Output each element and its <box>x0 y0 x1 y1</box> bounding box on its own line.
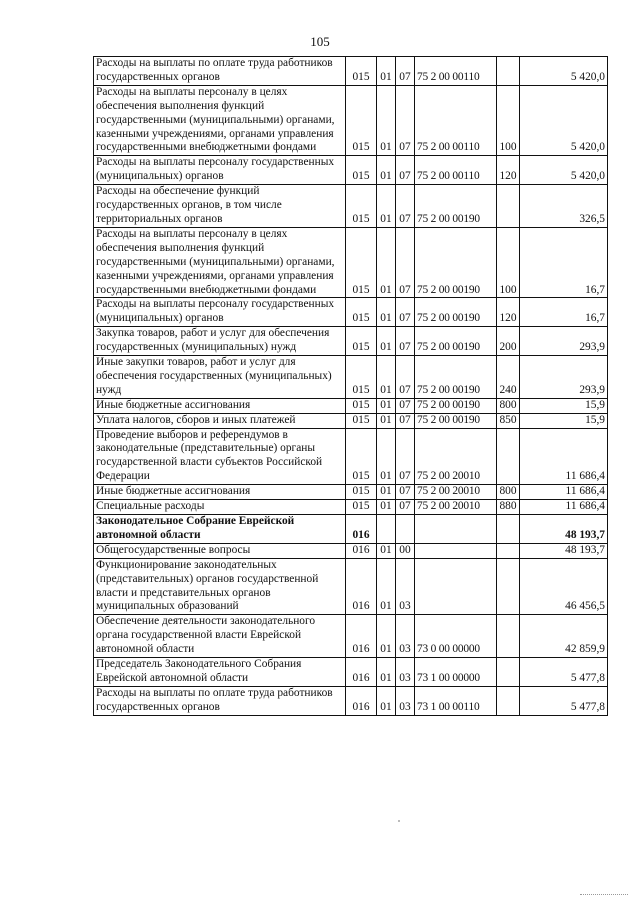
cell-name: Законодательное Собрание Еврейской автономной области <box>94 515 346 544</box>
table-row <box>94 428 608 485</box>
cell-ministry-code: 015 <box>346 85 377 156</box>
cell-name: Расходы на выплаты персоналу государственных (муниципальных) органов <box>94 156 346 185</box>
table-row <box>94 485 608 500</box>
cell-target-code: 75 2 00 00190 <box>415 185 497 228</box>
cell-target-code: 75 2 00 00190 <box>415 413 497 428</box>
table-row <box>94 500 608 515</box>
cell-expense-code: 120 <box>497 298 520 327</box>
cell-expense-code: 800 <box>497 398 520 413</box>
cell-section-code <box>377 515 396 544</box>
cell-section-code: 01 <box>377 413 396 428</box>
cell-section-code: 01 <box>377 428 396 485</box>
cell-expense-code <box>497 428 520 485</box>
cell-ministry-code: 016 <box>346 615 377 658</box>
cell-sum: 11 686,4 <box>520 428 608 485</box>
cell-sum: 11 686,4 <box>520 485 608 500</box>
page-number: 105 <box>310 34 330 49</box>
cell-sum: 5 420,0 <box>520 156 608 185</box>
cell-subsection-code: 07 <box>396 327 415 356</box>
cell-sum: 293,9 <box>520 356 608 399</box>
cell-subsection-code: 07 <box>396 185 415 228</box>
cell-section-code: 01 <box>377 500 396 515</box>
table-row <box>94 558 608 615</box>
cell-target-code <box>415 558 497 615</box>
cell-name: Иные закупки товаров, работ и услуг для обеспечения государственных (муниципальных) нужд <box>94 356 346 399</box>
cell-expense-code <box>497 615 520 658</box>
cell-expense-code: 850 <box>497 413 520 428</box>
cell-sum: 5 477,8 <box>520 686 608 715</box>
cell-sum: 5 477,8 <box>520 658 608 687</box>
cell-section-code: 01 <box>377 543 396 558</box>
cell-expense-code: 240 <box>497 356 520 399</box>
cell-section-code: 01 <box>377 658 396 687</box>
cell-expense-code: 800 <box>497 485 520 500</box>
cell-name: Председатель Законодательного Собрания Еврейской автономной области <box>94 658 346 687</box>
cell-expense-code <box>497 543 520 558</box>
cell-subsection-code: 07 <box>396 298 415 327</box>
cell-subsection-code: 07 <box>396 356 415 399</box>
cell-name: Уплата налогов, сборов и иных платежей <box>94 413 346 428</box>
cell-ministry-code: 015 <box>346 428 377 485</box>
cell-ministry-code: 016 <box>346 543 377 558</box>
table-row <box>94 615 608 658</box>
cell-subsection-code: 07 <box>396 398 415 413</box>
cell-ministry-code: 015 <box>346 398 377 413</box>
table-row <box>94 156 608 185</box>
cell-ministry-code: 015 <box>346 57 377 86</box>
cell-subsection-code: 07 <box>396 500 415 515</box>
budget-table <box>93 56 608 716</box>
scan-artifact <box>398 820 400 822</box>
cell-target-code: 75 2 00 00110 <box>415 156 497 185</box>
cell-target-code: 75 2 00 00110 <box>415 85 497 156</box>
cell-target-code: 75 2 00 20010 <box>415 428 497 485</box>
cell-name: Расходы на выплаты по оплате труда работников государственных органов <box>94 686 346 715</box>
cell-ministry-code: 016 <box>346 686 377 715</box>
cell-target-code: 75 2 00 00190 <box>415 398 497 413</box>
cell-section-code: 01 <box>377 398 396 413</box>
cell-name: Иные бюджетные ассигнования <box>94 398 346 413</box>
cell-expense-code <box>497 515 520 544</box>
table-row <box>94 185 608 228</box>
cell-expense-code: 100 <box>497 227 520 298</box>
cell-name: Расходы на выплаты по оплате труда работников государственных органов <box>94 57 346 86</box>
table-row <box>94 298 608 327</box>
cell-ministry-code: 015 <box>346 327 377 356</box>
cell-section-code: 01 <box>377 298 396 327</box>
cell-sum: 46 456,5 <box>520 558 608 615</box>
cell-name: Специальные расходы <box>94 500 346 515</box>
cell-ministry-code: 015 <box>346 227 377 298</box>
budget-table-body <box>94 57 608 716</box>
cell-target-code: 75 2 00 20010 <box>415 500 497 515</box>
cell-sum: 5 420,0 <box>520 85 608 156</box>
cell-target-code: 73 0 00 00000 <box>415 615 497 658</box>
cell-sum: 5 420,0 <box>520 57 608 86</box>
cell-target-code <box>415 543 497 558</box>
cell-sum: 42 859,9 <box>520 615 608 658</box>
cell-ministry-code: 015 <box>346 156 377 185</box>
cell-name: Иные бюджетные ассигнования <box>94 485 346 500</box>
cell-section-code: 01 <box>377 356 396 399</box>
cell-ministry-code: 016 <box>346 658 377 687</box>
table-row <box>94 327 608 356</box>
table-row <box>94 85 608 156</box>
cell-expense-code <box>497 558 520 615</box>
cell-ministry-code: 015 <box>346 413 377 428</box>
scan-artifact-mark <box>580 894 628 897</box>
cell-sum: 16,7 <box>520 227 608 298</box>
cell-subsection-code: 07 <box>396 227 415 298</box>
cell-name: Расходы на выплаты персоналу в целях обеспечения выполнения функций государственными (муниципальными) органами, казенными учреждениями, органами управления государственными внебюджетными фондами <box>94 85 346 156</box>
cell-expense-code: 100 <box>497 85 520 156</box>
cell-expense-code: 120 <box>497 156 520 185</box>
cell-target-code: 75 2 00 00190 <box>415 298 497 327</box>
table-row <box>94 398 608 413</box>
cell-subsection-code: 07 <box>396 85 415 156</box>
cell-ministry-code: 016 <box>346 558 377 615</box>
cell-name: Обеспечение деятельности законодательного органа государственной власти Еврейской автономной области <box>94 615 346 658</box>
cell-target-code: 75 2 00 00190 <box>415 356 497 399</box>
cell-section-code: 01 <box>377 558 396 615</box>
cell-subsection-code: 07 <box>396 413 415 428</box>
cell-target-code: 75 2 00 20010 <box>415 485 497 500</box>
cell-section-code: 01 <box>377 57 396 86</box>
cell-target-code: 75 2 00 00110 <box>415 57 497 86</box>
cell-subsection-code: 03 <box>396 558 415 615</box>
cell-sum: 293,9 <box>520 327 608 356</box>
cell-section-code: 01 <box>377 686 396 715</box>
table-row <box>94 57 608 86</box>
table-row <box>94 227 608 298</box>
table-row <box>94 515 608 544</box>
cell-target-code: 75 2 00 00190 <box>415 227 497 298</box>
cell-sum: 326,5 <box>520 185 608 228</box>
cell-expense-code <box>497 185 520 228</box>
cell-section-code: 01 <box>377 85 396 156</box>
cell-sum: 11 686,4 <box>520 500 608 515</box>
cell-subsection-code <box>396 515 415 544</box>
cell-ministry-code: 015 <box>346 298 377 327</box>
cell-subsection-code: 03 <box>396 658 415 687</box>
cell-subsection-code: 07 <box>396 156 415 185</box>
cell-subsection-code: 03 <box>396 615 415 658</box>
cell-section-code: 01 <box>377 185 396 228</box>
cell-sum: 48 193,7 <box>520 543 608 558</box>
cell-name: Общегосударственные вопросы <box>94 543 346 558</box>
cell-expense-code: 880 <box>497 500 520 515</box>
cell-ministry-code: 015 <box>346 485 377 500</box>
cell-ministry-code: 015 <box>346 500 377 515</box>
cell-name: Расходы на выплаты персоналу в целях обеспечения выполнения функций государственными (муниципальными) органами, казенными учреждениями, органами управления государственными внебюджетными фондами <box>94 227 346 298</box>
cell-expense-code <box>497 658 520 687</box>
cell-name: Расходы на выплаты персоналу государственных (муниципальных) органов <box>94 298 346 327</box>
cell-name: Проведение выборов и референдумов в законодательные (представительные) органы государственной власти субъектов Российской Федерации <box>94 428 346 485</box>
cell-subsection-code: 07 <box>396 428 415 485</box>
cell-target-code: 75 2 00 00190 <box>415 327 497 356</box>
cell-ministry-code: 015 <box>346 185 377 228</box>
cell-expense-code <box>497 686 520 715</box>
cell-sum: 15,9 <box>520 398 608 413</box>
cell-sum: 16,7 <box>520 298 608 327</box>
cell-expense-code <box>497 57 520 86</box>
cell-expense-code: 200 <box>497 327 520 356</box>
cell-name: Функционирование законодательных (представительных) органов государственной власти и представительных органов муниципальных образований <box>94 558 346 615</box>
cell-ministry-code: 015 <box>346 356 377 399</box>
table-row <box>94 686 608 715</box>
cell-name: Закупка товаров, работ и услуг для обеспечения государственных (муниципальных) нужд <box>94 327 346 356</box>
cell-sum: 48 193,7 <box>520 515 608 544</box>
cell-subsection-code: 03 <box>396 686 415 715</box>
cell-subsection-code: 07 <box>396 57 415 86</box>
table-row <box>94 413 608 428</box>
cell-target-code: 73 1 00 00000 <box>415 658 497 687</box>
cell-subsection-code: 00 <box>396 543 415 558</box>
table-row <box>94 543 608 558</box>
cell-sum: 15,9 <box>520 413 608 428</box>
cell-section-code: 01 <box>377 327 396 356</box>
table-row <box>94 356 608 399</box>
cell-section-code: 01 <box>377 227 396 298</box>
table-row <box>94 658 608 687</box>
cell-section-code: 01 <box>377 615 396 658</box>
cell-section-code: 01 <box>377 156 396 185</box>
cell-target-code: 73 1 00 00110 <box>415 686 497 715</box>
cell-target-code <box>415 515 497 544</box>
cell-subsection-code: 07 <box>396 485 415 500</box>
cell-section-code: 01 <box>377 485 396 500</box>
cell-ministry-code: 016 <box>346 515 377 544</box>
cell-name: Расходы на обеспечение функций государственных органов, в том числе территориальных органов <box>94 185 346 228</box>
